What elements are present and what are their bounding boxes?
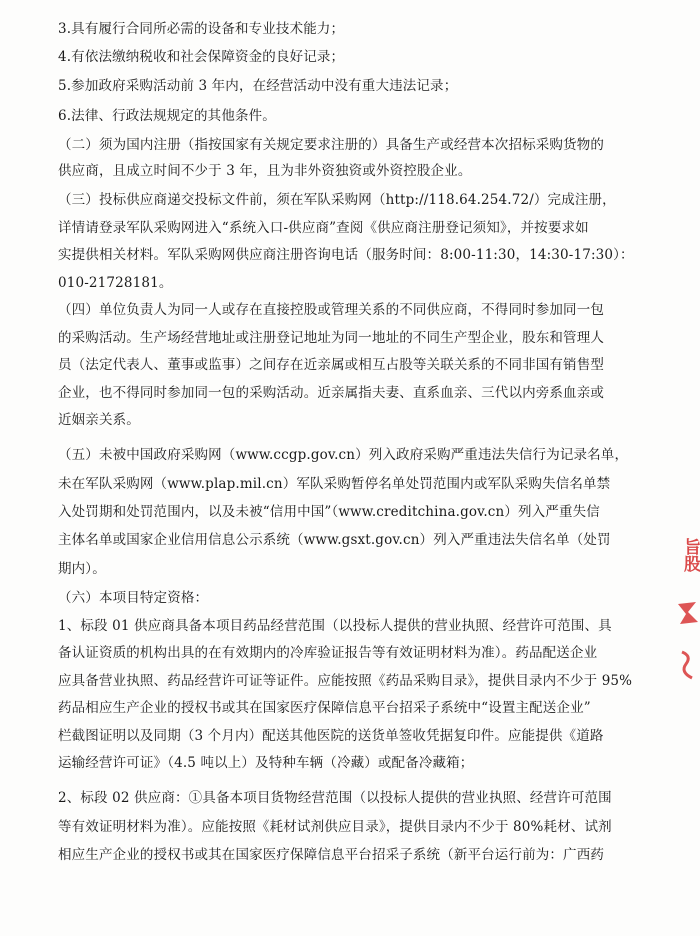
text-line: 应具备营业执照、药品经营许可证等证件。应能按照《药品采购目录》，提供目录内不少于 95% (58, 673, 633, 689)
text-line: （三）投标供应商递交投标文件前，须在军队采购网（http://118.64.254.72/）完成注册， (58, 192, 616, 208)
text-line: 详情请登录军队采购网进入“系统入口-供应商”查阅《供应商注册登记须知》，并按要求如 (58, 220, 589, 236)
text-line: 1、标段 01 供应商具备本项目药品经营范围（以投标人提供的营业执照、经营许可范围、具 (58, 618, 612, 634)
text-line: 期内）。 (58, 561, 106, 577)
seal-fragment-icon (678, 648, 698, 688)
text-line: （二）须为国内注册（指按国家有关规定要求注册的）具备生产或经营本次招标采购货物的 (58, 137, 604, 153)
text-line: （四）单位负责人为同一人或存在直接控股或管理关系的不同供应商，不得同时参加同一包 (58, 302, 604, 318)
text-line: 6.法律、行政法规规定的其他条件。 (58, 108, 276, 124)
red-seal-stamp (674, 538, 700, 698)
text-line: 3.具有履行合同所必需的设备和专业技术能力； (58, 21, 345, 37)
text-line: 药品相应生产企业的授权书或其在国家医疗保障信息平台招采子系统中“设置主配送企业” (58, 700, 591, 716)
text-line: 未在军队采购网（www.plap.mil.cn）军队采购暂停名单处罚范围内或军队采购失信名单禁 (58, 476, 611, 492)
text-line: 备认证资质的机构出具的在有效期内的冷库验证报告等有效证明材料为准）。药品配送企业 (58, 645, 598, 661)
text-line: 员（法定代表人、董事或监事）之间存在近亲属或相互占股等关联关系的不同非国有销售型 (58, 357, 604, 373)
text-line: 5.参加政府采购活动前 3 年内，在经营活动中没有重大违法记录； (58, 78, 458, 94)
text-line: 2、标段 02 供应商：①具备本项目货物经营范围（以投标人提供的营业执照、经营许可范围 (58, 790, 612, 806)
text-line: 的采购活动。生产场经营地址或注册登记地址为同一地址的不同生产型企业，股东和管理人 (58, 330, 604, 346)
text-line: （五）未被中国政府采购网（www.ccgp.gov.cn）列入政府采购严重违法失信行为记录名单， (58, 447, 629, 463)
seal-text: 旨股 (680, 538, 700, 572)
text-line: （六）本项目特定资格： (58, 590, 209, 606)
text-line: 相应生产企业的授权书或其在国家医疗保障信息平台招采子系统（新平台运行前为：广西药 (58, 847, 604, 863)
text-line: 实提供相关材料。军队采购网供应商注册咨询电话（服务时间：8:00-11:30，14:30-17:30）： (58, 247, 634, 263)
text-line: 入处罚期和处罚范围内，以及未被“信用中国”（www.creditchina.gov.cn）列入严重失信 (58, 504, 600, 520)
text-line: 运输经营许可证》（4.5 吨以上）及特种车辆（冷藏）或配备冷藏箱； (58, 755, 474, 771)
text-line: 等有效证明材料为准）。应能按照《耗材试剂供应目录》，提供目录内不少于 80%耗材、试剂 (58, 819, 612, 835)
text-line: 栏截图证明以及同期（3 个月内）配送其他医院的送货单签收凭据复印件。应能提供《道路 (58, 728, 604, 744)
text-line: 供应商，且成立时间不少于 3 年，且为非外资独资或外资控股企业。 (58, 163, 472, 179)
text-line: 近姻亲关系。 (58, 412, 140, 428)
seal-mark-icon (674, 598, 700, 628)
text-line: 主体名单或国家企业信用信息公示系统（www.gsxt.gov.cn）列入严重违法失信名单（处罚 (58, 532, 611, 548)
text-line: 010-21728181。 (58, 275, 173, 291)
text-line: 企业，也不得同时参加同一包的采购活动。近亲属指夫妻、直系血亲、三代以内旁系血亲或 (58, 385, 604, 401)
text-line: 4.有依法缴纳税收和社会保障资金的良好记录； (58, 49, 345, 65)
